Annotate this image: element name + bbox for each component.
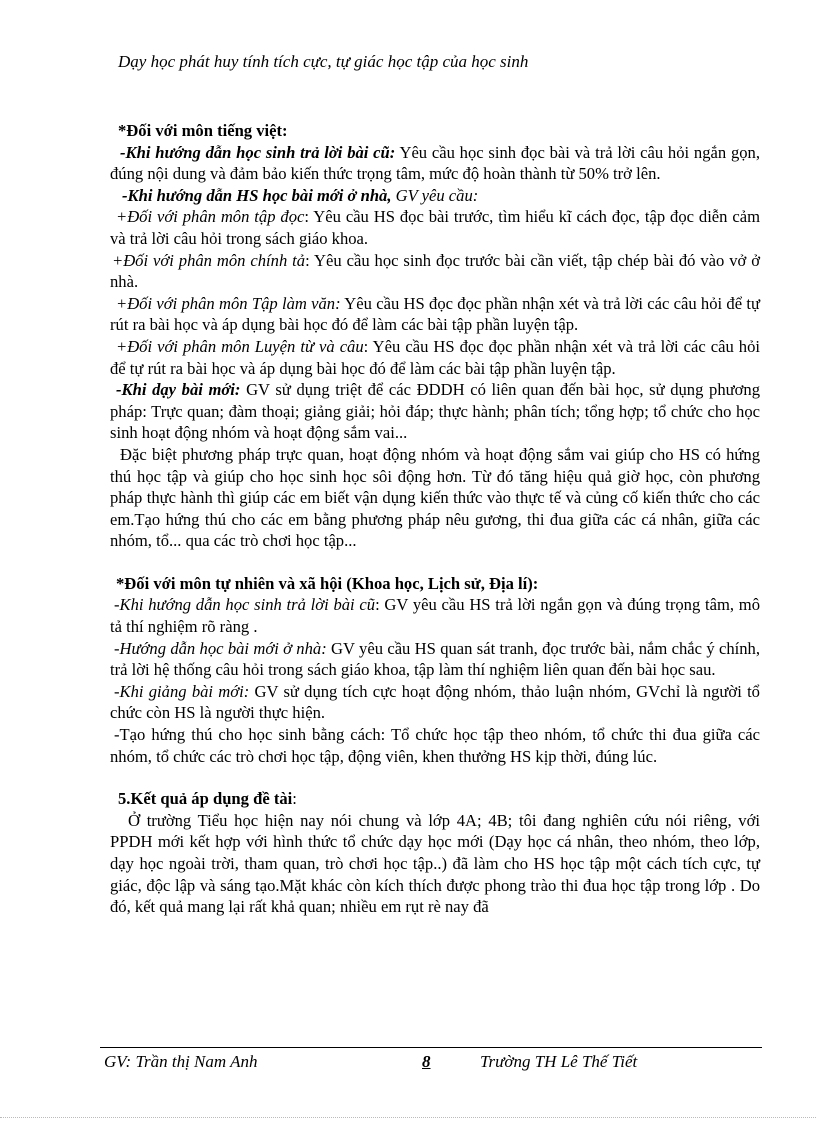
paragraph: -Khi hướng dẫn HS học bài mới ở nhà, GV yêu cầu: [122, 185, 479, 205]
paragraph: Ở trường Tiểu học hiện nay nói chung và lớp 4A; 4B; tôi đang nghiên cứu nói riêng, với PPDH mới kết hợp với hình thức tổ chức dạy học mới (Dạy học cá nhân, theo nhóm, theo lớp, dạy học ngoài trời, tham quan, trò chơi học tập..) đã làm cho HS học tập một cách tích cực, tự giác, độc lập và sáng tạo.Mặt khác còn kích thích được phong trào thi đua học tập trong lớp . Do đó, kết quả mang lại rất khả quan; nhiều em rụt rè nay đã [110, 810, 760, 917]
section-heading-vietnamese: *Đối với môn tiếng việt: [118, 121, 288, 140]
footer-school: Trường TH Lê Thế Tiết [480, 1052, 638, 1071]
page-edge-divider [0, 1117, 816, 1118]
paragraph: +Đối với phân môn tập đọc: Yêu cầu HS đọc bài trước, tìm hiểu kĩ cách đọc, tập đọc diễn cảm và trả lời câu hỏi trong sách giáo khoa. [110, 207, 761, 248]
paragraph: -Khi hướng dẫn học sinh trả lời bài cũ: GV yêu cầu HS trả lời ngắn gọn và đúng trọng tâm, mô tả thí nghiệm rõ ràng . [110, 595, 760, 637]
footer-rule [100, 1047, 762, 1048]
paragraph: -Tạo hứng thú cho học sinh bằng cách: Tổ chức học tập theo nhóm, tổ chức thi đua giữa các nhóm, tổ chức các trò chơi học tập, động viên, khen thưởng HS kịp thời, đúng lúc. [110, 725, 760, 766]
page-number: 8 [422, 1052, 431, 1071]
paragraph: +Đối với phân môn chính tả: Yêu cầu học sinh đọc trước bài cần viết, tập chép bài đó vào vở ở nhà. [110, 250, 760, 292]
section-heading-nature-society: *Đối với môn tự nhiên và xã hội (Khoa học, Lịch sử, Địa lí): [116, 573, 539, 593]
paragraph: +Đối với phân môn Luyện từ và câu: Yêu cầu HS đọc đọc phần nhận xét và trả lời các câu hỏi để tự rút ra bài học và áp dụng bài học đó để làm các bài tập phần luyện tập. [110, 336, 760, 378]
paragraph: -Khi dạy bài mới: GV sử dụng triệt để các ĐDDH có liên quan đến bài học, sử dụng phương pháp: Trực quan; đàm thoại; giảng giải; hỏi đáp; thực hành; phân tích; tổng hợp; tổ chức cho học sinh hoạt động nhóm và hoạt động sắm vai... [110, 380, 760, 443]
section-heading-results: 5.Kết quả áp dụng đề tài: [118, 789, 297, 809]
footer-author: GV: Trần thị Nam Anh [104, 1052, 258, 1071]
running-header: Dạy học phát huy tính tích cực, tự giác học tập của học sinh [118, 52, 529, 71]
paragraph: +Đối với phân môn Tập làm văn: Yêu cầu HS đọc đọc phần nhận xét và trả lời các câu hỏi để tự rút ra bài học và áp dụng bài học đó để làm các bài tập phần luyện tập. [110, 293, 760, 335]
paragraph: Đặc biệt phương pháp trực quan, hoạt động nhóm và hoạt động sắm vai giúp cho HS có hứng thú học tập và giúp cho học sinh học sôi động hơn. Từ đó tăng hiệu quả giờ học, còn phương pháp thực hành thì giúp các em biết vận dụng kiến thức vào thực tế và củng cố kiến thức cho các em.Tạo hứng thú cho các em bằng phương pháp nêu gương, thi đua giữa các cá nhân, giữa các nhóm, tổ... qua các trò chơi học tập... [110, 444, 760, 551]
document-body [110, 120, 760, 918]
paragraph: -Hướng dẫn học bài mới ở nhà: GV yêu cầu HS quan sát tranh, đọc trước bài, nắm chắc ý chính, trả lời hệ thống câu hỏi trong sách giáo khoa, tập làm thí nghiệm liên quan đến bài học sau. [110, 638, 760, 680]
paragraph: -Khi giảng bài mới: GV sử dụng tích cực hoạt động nhóm, thảo luận nhóm, GVchỉ là người tổ chức còn HS là người thực hiện. [110, 681, 760, 723]
paragraph: -Khi hướng dẫn học sinh trả lời bài cũ: Yêu cầu học sinh đọc bài và trả lời câu hỏi ngắn gọn, đúng nội dung và đảm bảo kiến thức trọng tâm, mức độ hoàn thành từ 50% trở lên. [110, 142, 760, 184]
